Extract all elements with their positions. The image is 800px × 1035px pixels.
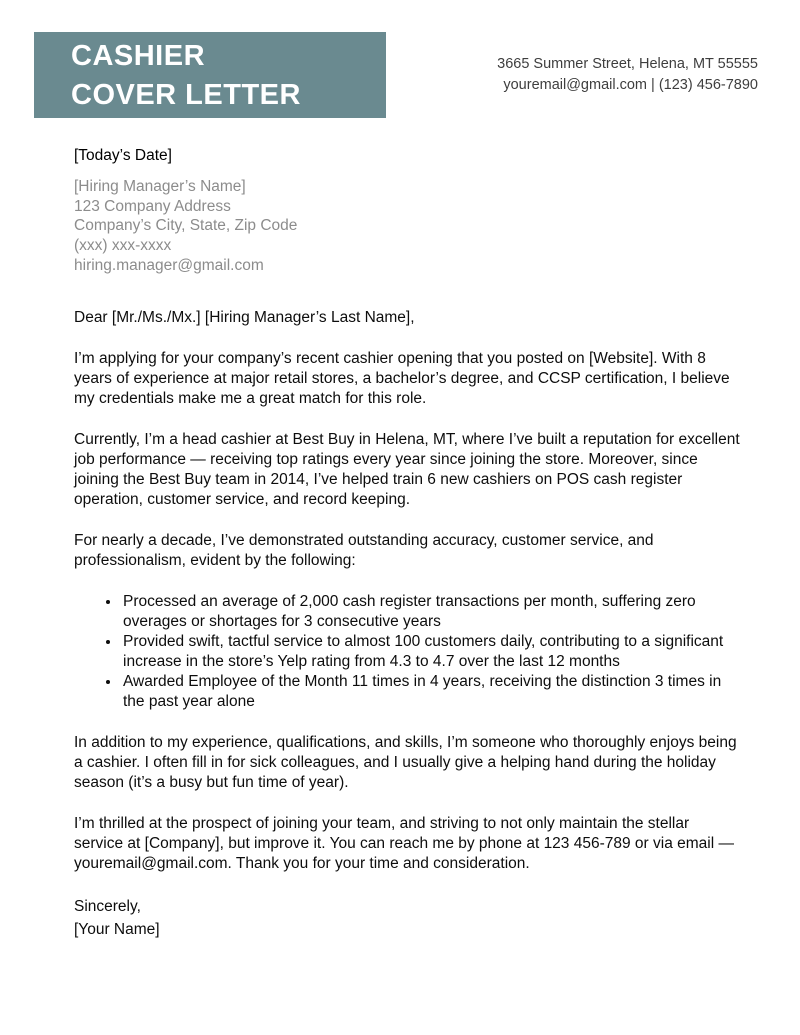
signoff: Sincerely, [74,897,141,915]
title-banner [34,32,386,118]
page-title [71,37,386,115]
contact-email-phone: youremail@gmail.com | (123) 456-7890 [503,76,758,93]
recipient-street: 123 Company Address [74,197,231,215]
recipient-phone: (xxx) xxx-xxxx [74,237,172,255]
list-item: • Provided swift, tactful service to almost 100 customers daily, contributing to a significant increase in the store’s Yelp rating from 4.3 to 4.7 over the last 12 months [121,632,742,672]
signature: [Your Name] [74,920,160,938]
salutation: Dear [Mr./Ms./Mx.] [Hiring Manager’s Last Name], [74,308,415,326]
recipient-email: hiring.manager@gmail.com [74,256,264,274]
paragraph-intro: I’m applying for your company’s recent cashier opening that you posted on [Website]. With 8 years of experience at major retail stores, a bachelor’s degree, and CCSP certification, I believe my credentials make me a great match for this role. [74,349,730,407]
signoff-block [74,895,742,941]
paragraph-closing: I’m thrilled at the prospect of joining your team, and striving to not only maintain the stellar service at [Company], but improve it. You can reach me by phone at 123 456-789 or via email — youremail@gmail.com. Thank you for your time and consideration. [74,814,734,872]
list-item: • Awarded Employee of the Month 11 times in 4 years, receiving the distinction 3 times in the past year alone [121,672,742,712]
page-title-line-1: CASHIER [71,40,206,72]
paragraph-achievements-lead: For nearly a decade, I’ve demonstrated outstanding accuracy, customer service, and professionalism, evident by the following: [74,531,654,569]
recipient-name: [Hiring Manager’s Name] [74,178,246,195]
page-title-line-2: COVER LETTER [71,79,301,111]
contact-info [497,54,758,95]
achievements-list [74,592,742,712]
recipient-city: Company’s City, State, Zip Code [74,217,298,235]
recipient-block [74,177,742,276]
letter-body [74,146,742,941]
paragraph-experience: Currently, I’m a head cashier at Best Buy in Helena, MT, where I’ve built a reputation for excellent job performance — receiving top ratings every year since joining the store. Moreover, since joining the Best Buy team in 2014, I’ve helped train 6 new cashiers on POS cash register operation, customer service, and record keeping. [74,430,740,508]
list-item: • Processed an average of 2,000 cash register transactions per month, suffering zero overages or shortages for 3 consecutive years [121,592,742,632]
paragraph-personality: In addition to my experience, qualifications, and skills, I’m someone who thoroughly enjoys being a cashier. I often fill in for sick colleagues, and I usually give a helping hand during the holiday season (it’s a busy but fun time of year). [74,733,737,791]
date-line: [Today’s Date] [74,147,172,164]
contact-address: 3665 Summer Street, Helena, MT 55555 [497,56,758,72]
